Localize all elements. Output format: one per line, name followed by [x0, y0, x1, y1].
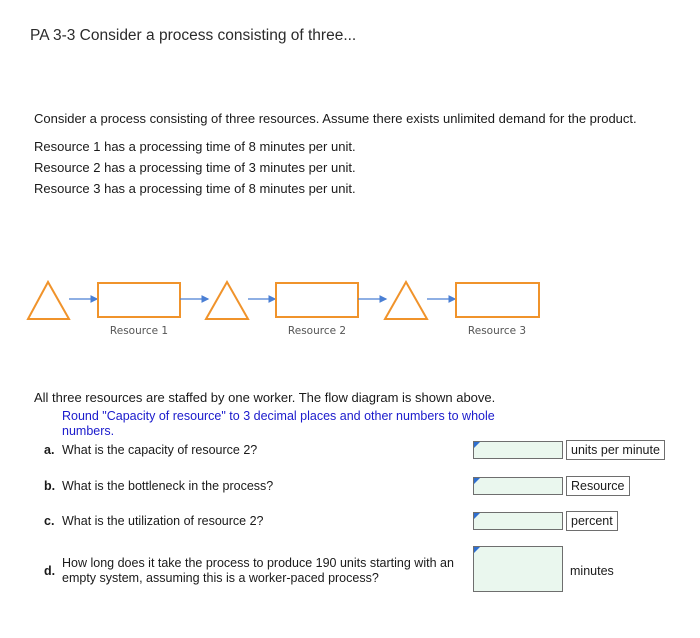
question-b-unit: Resource [566, 476, 630, 496]
question-a-text: What is the capacity of resource 2? [62, 443, 258, 457]
question-d-letter: d. [44, 564, 56, 578]
question-a-letter: a. [44, 443, 55, 457]
resource-1-box [98, 283, 180, 317]
input-flag-icon [474, 513, 480, 519]
question-c-unit: percent [566, 511, 618, 531]
question-c-letter: c. [44, 514, 55, 528]
question-c-answer-input[interactable] [473, 512, 563, 530]
resource-3-box [456, 283, 539, 317]
question-d-unit: minutes [570, 564, 614, 578]
question-c-text: What is the utilization of resource 2? [62, 514, 264, 528]
question-a-unit: units per minute [566, 440, 665, 460]
resource-2-label: Resource 2 [287, 325, 347, 337]
question-d-answer-input[interactable] [473, 546, 563, 592]
input-flag-icon [474, 547, 480, 553]
question-a-answer-input[interactable] [473, 441, 563, 459]
process-flow-diagram [0, 270, 700, 345]
resource-2-line: Resource 2 has a processing time of 3 minutes per unit. [34, 160, 356, 175]
page-title: PA 3-3 Consider a process consisting of three... [30, 27, 357, 44]
resource-1-label: Resource 1 [109, 325, 169, 337]
inventory-buffer-2-icon [206, 282, 248, 319]
rounding-instruction: Round "Capacity of resource" to 3 decimal places and other numbers to whole numbers. [62, 409, 495, 438]
input-flag-icon [474, 478, 480, 484]
question-b-answer-input[interactable] [473, 477, 563, 495]
input-flag-icon [474, 442, 480, 448]
question-b-text: What is the bottleneck in the process? [62, 479, 274, 493]
resource-1-line: Resource 1 has a processing time of 8 minutes per unit. [34, 139, 356, 154]
staffing-note: All three resources are staffed by one worker. The flow diagram is shown above. [34, 390, 496, 405]
resource-2-box [276, 283, 358, 317]
intro-lead: Consider a process consisting of three resources. Assume there exists unlimited demand for the product. [34, 111, 637, 126]
inventory-buffer-3-icon [385, 282, 427, 319]
resource-3-label: Resource 3 [467, 325, 527, 337]
question-d-text: How long does it take the process to produce 190 units starting with an empty system, assuming this is a worker-paced process? [62, 556, 454, 585]
question-b-letter: b. [44, 479, 56, 493]
inventory-buffer-1-icon [28, 282, 69, 319]
resource-3-line: Resource 3 has a processing time of 8 minutes per unit. [34, 181, 356, 196]
